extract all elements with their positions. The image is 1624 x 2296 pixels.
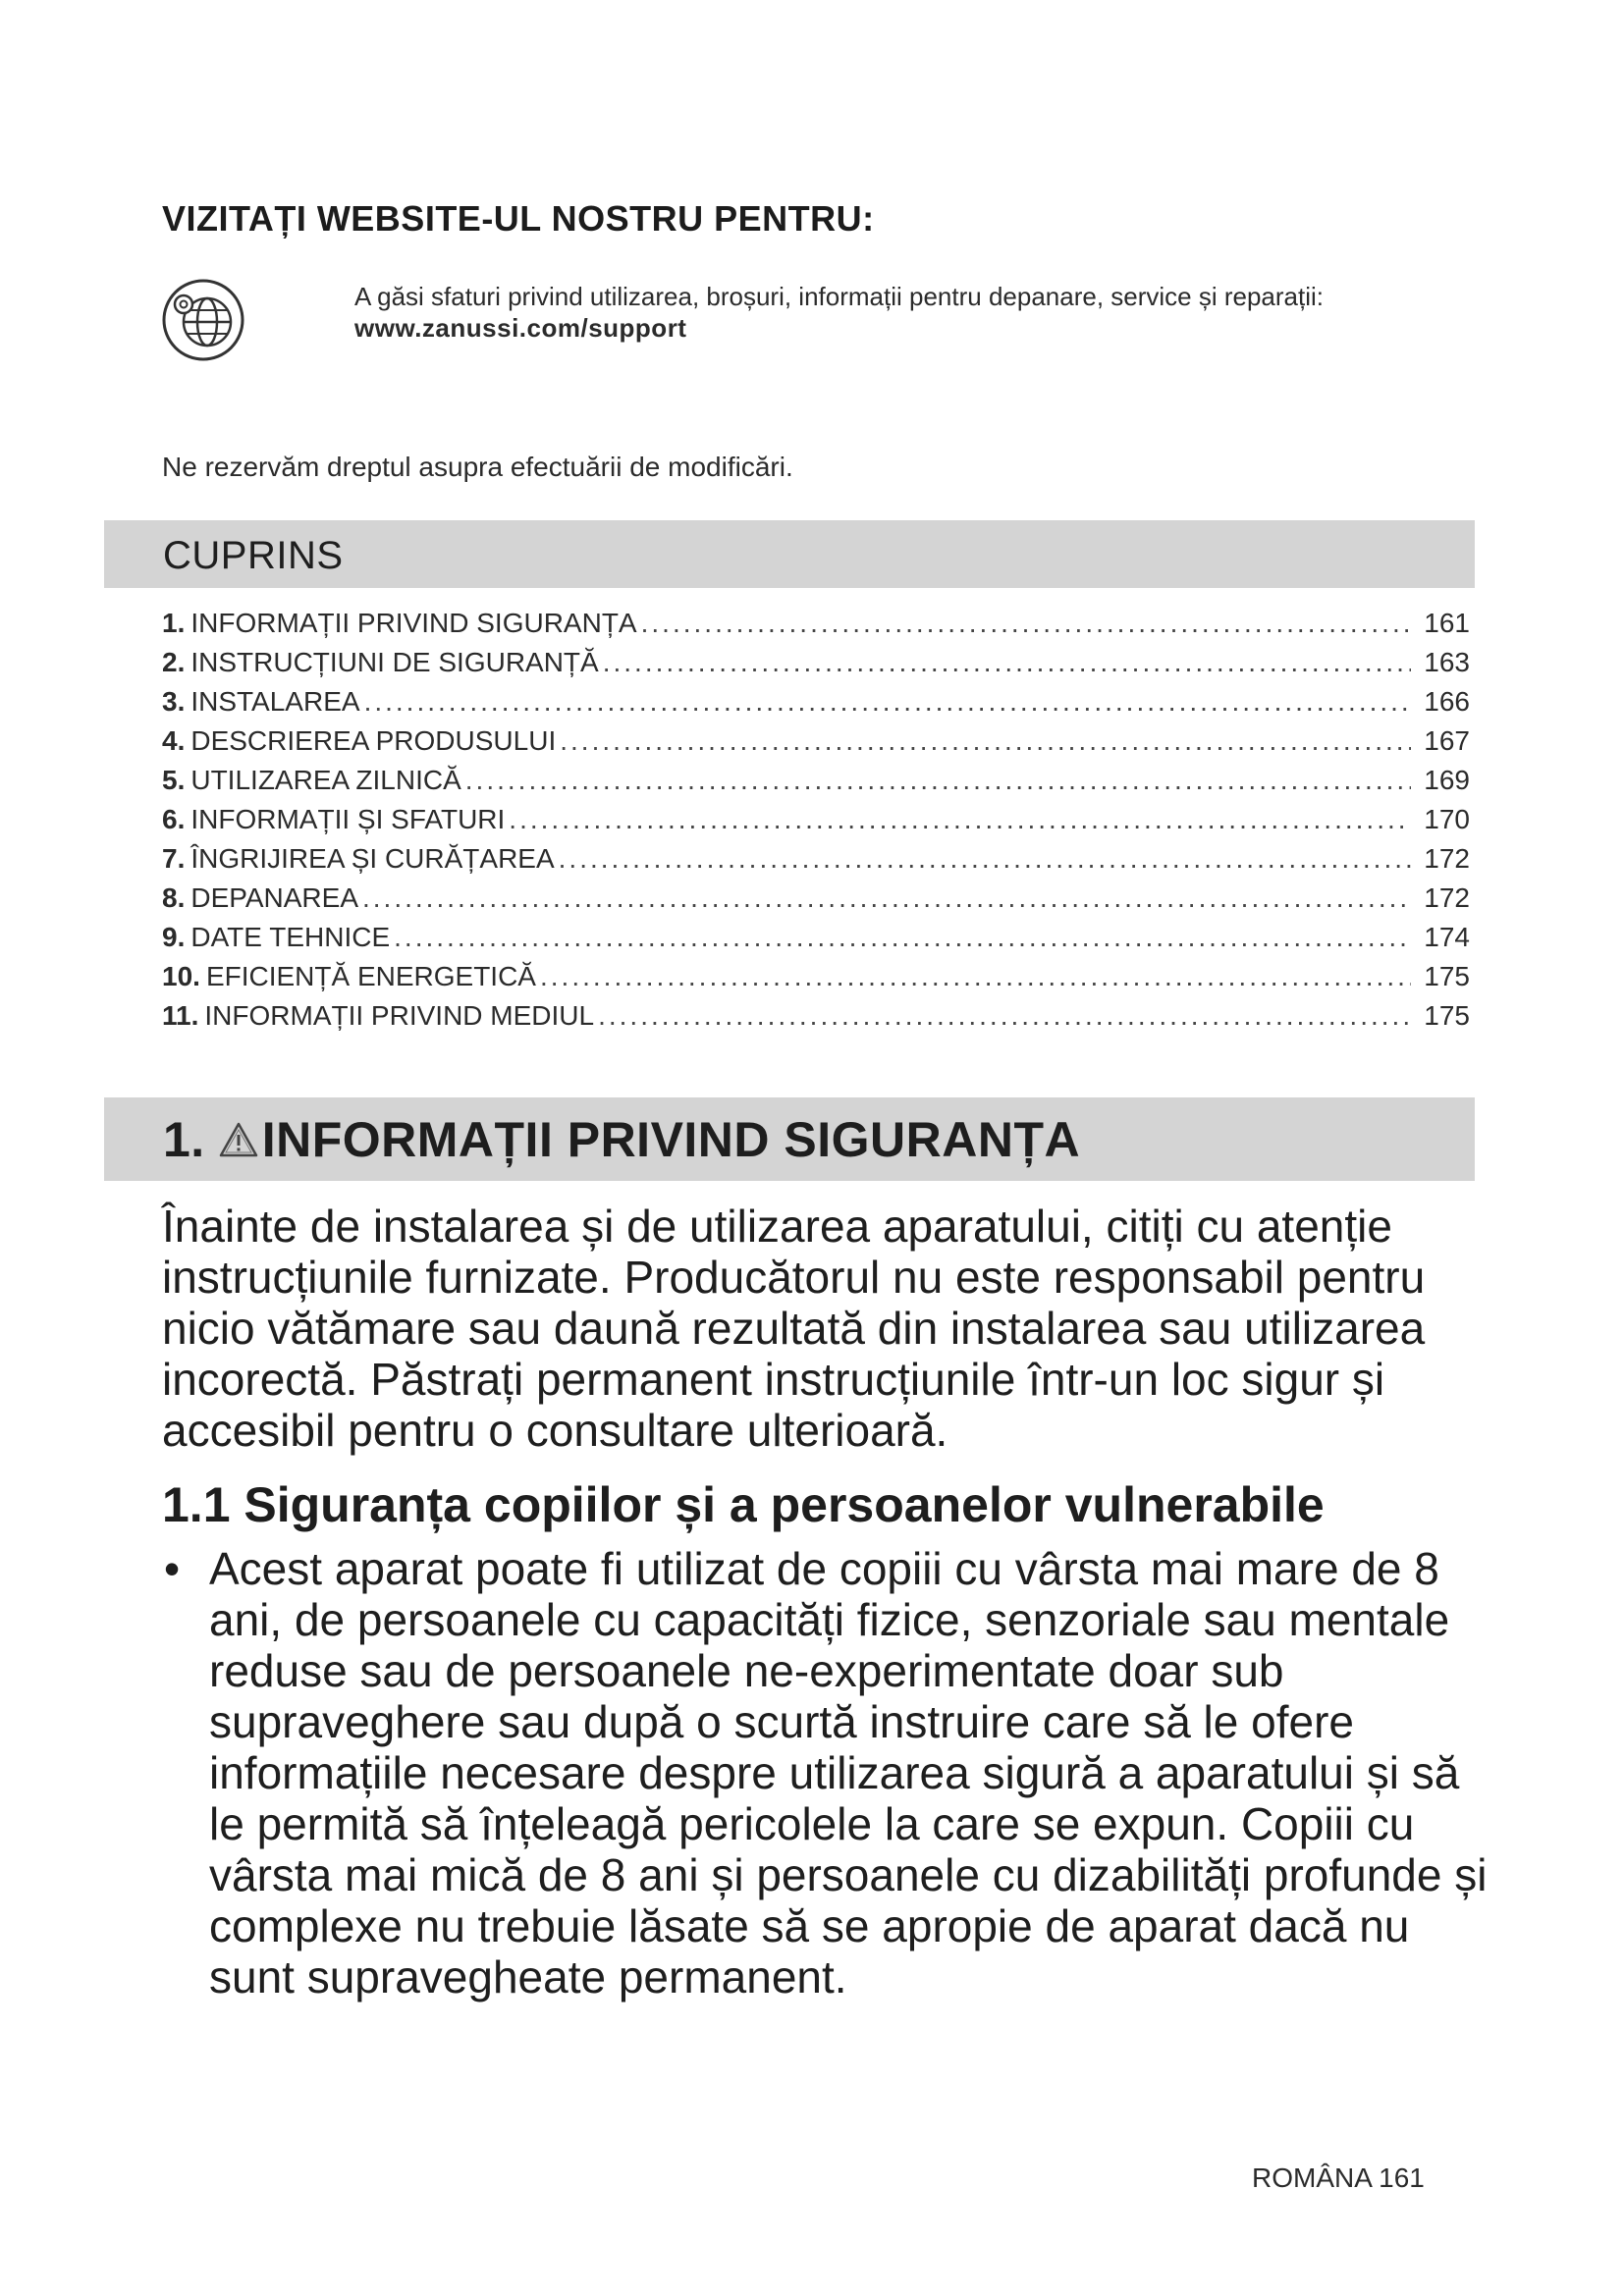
support-url-link[interactable]: www.zanussi.com/support: [354, 313, 687, 343]
support-info: [354, 281, 1385, 344]
warning-triangle-icon: [219, 1121, 258, 1158]
toc-item[interactable]: [162, 1000, 1470, 1040]
toc-item-page: 174: [1424, 922, 1470, 952]
toc-item-number: 10.: [162, 961, 200, 991]
toc-item-number: 5.: [162, 765, 186, 795]
bullet-text: Acest aparat poate fi utilizat de copiii cu vârsta mai mare de 8 ani, de persoanele cu capacități fizice, senzoriale sau mentale reduse sau de persoanele ne-experimentate doar sub supraveghere sau după o scurtă instruire care să le ofere informațiile necesare despre utilizarea sigură a aparatului și să le permită să înțeleagă pericolele la care se expun. Copiii cu vârsta mai mică de 8 ani și persoanele cu dizabilități profunde și complexe nu trebuie lăsate să se apropie de aparat dacă nu sunt supravegheate permanent.: [209, 1543, 1488, 2002]
toc-item-page: 163: [1424, 647, 1470, 677]
toc-item-label: INFORMAȚII ȘI SFATURI: [190, 804, 506, 834]
toc-item-label: INFORMAȚII PRIVIND MEDIUL: [204, 1000, 595, 1031]
toc-leader: [598, 1000, 1411, 1032]
toc-item[interactable]: [162, 765, 1470, 804]
toc-item[interactable]: [162, 961, 1470, 1000]
toc-item-page: 170: [1424, 804, 1470, 834]
toc-item-number: 9.: [162, 922, 186, 952]
toc-item-page: 161: [1424, 608, 1470, 638]
toc-leader: [540, 961, 1411, 992]
toc-item-number: 11.: [162, 1000, 199, 1031]
toc-leader: [641, 608, 1411, 639]
toc-item-label: DEPANAREA: [190, 882, 358, 913]
toc-item-page: 175: [1424, 961, 1470, 991]
toc-item-page: 167: [1424, 725, 1470, 756]
support-description: A găsi sfaturi privind utilizarea, broșuri, informații pentru depanare, service și reparații:: [354, 282, 1325, 311]
toc-item[interactable]: [162, 725, 1470, 765]
toc-item-page: 175: [1424, 1000, 1470, 1031]
toc-item[interactable]: [162, 804, 1470, 843]
toc-header-bar: [104, 520, 1475, 588]
toc-leader: [603, 647, 1411, 678]
toc-item-label: ÎNGRIJIREA ȘI CURĂȚAREA: [190, 843, 555, 874]
toc-item-label: INSTALAREA: [190, 686, 360, 717]
toc-item[interactable]: [162, 922, 1470, 961]
toc-item-label: INSTRUCȚIUNI DE SIGURANȚĂ: [190, 647, 599, 677]
rights-notice: Ne rezervăm dreptul asupra efectuării de modificări.: [162, 452, 793, 482]
toc-item[interactable]: [162, 686, 1470, 725]
toc-item-label: UTILIZAREA ZILNICĂ: [190, 765, 461, 795]
toc-item-label: EFICIENȚĂ ENERGETICĂ: [205, 961, 536, 991]
section-number: 1.: [163, 1112, 205, 1167]
toc-item-page: 172: [1424, 882, 1470, 913]
toc-item[interactable]: [162, 608, 1470, 647]
bullet-marker: •: [164, 1543, 181, 1594]
toc-item-number: 4.: [162, 725, 186, 756]
bullet-item: [162, 1543, 1497, 2002]
toc-item-number: 3.: [162, 686, 186, 717]
toc-item-number: 7.: [162, 843, 186, 874]
website-heading: VIZITAȚI WEBSITE-UL NOSTRU PENTRU:: [162, 198, 875, 239]
toc-item-label: INFORMAȚII PRIVIND SIGURANȚA: [190, 608, 637, 638]
toc-item-page: 172: [1424, 843, 1470, 874]
toc-leader: [394, 922, 1411, 953]
globe-icon: [160, 277, 246, 363]
toc-item-number: 8.: [162, 882, 186, 913]
toc-title: CUPRINS: [163, 534, 344, 577]
page-footer: ROMÂNA 161: [1252, 2163, 1425, 2193]
toc-item-number: 2.: [162, 647, 186, 677]
toc-item[interactable]: [162, 647, 1470, 686]
toc-leader: [364, 686, 1411, 718]
toc-leader: [509, 804, 1411, 835]
table-of-contents: [162, 608, 1470, 1040]
toc-leader: [362, 882, 1411, 914]
toc-leader: [560, 725, 1411, 757]
toc-item-page: 169: [1424, 765, 1470, 795]
toc-item-page: 166: [1424, 686, 1470, 717]
section-title: [163, 1111, 1080, 1168]
toc-item-label: DESCRIEREA PRODUSULUI: [190, 725, 557, 756]
section-intro: Înainte de instalarea și de utilizarea aparatului, citiți cu atenție instrucțiunile furnizate. Producătorul nu este responsabil pentru nicio vătămare sau daună rezultată din instalarea sau utilizarea incorectă. Păstrați permanent instrucțiunile într-un loc sigur și accesibil pentru o consultare ulterioară.: [162, 1201, 1426, 1456]
toc-item[interactable]: [162, 882, 1470, 922]
toc-item-label: DATE TEHNICE: [190, 922, 391, 952]
toc-item-number: 1.: [162, 608, 186, 638]
toc-leader: [559, 843, 1411, 875]
section-title-text: INFORMAȚII PRIVIND SIGURANȚA: [261, 1112, 1081, 1167]
toc-item-number: 6.: [162, 804, 186, 834]
toc-leader: [465, 765, 1411, 796]
toc-item[interactable]: [162, 843, 1470, 882]
section-header-bar: [104, 1097, 1475, 1181]
subsection-title: 1.1 Siguranța copiilor și a persoanelor vulnerabile: [162, 1477, 1325, 1532]
